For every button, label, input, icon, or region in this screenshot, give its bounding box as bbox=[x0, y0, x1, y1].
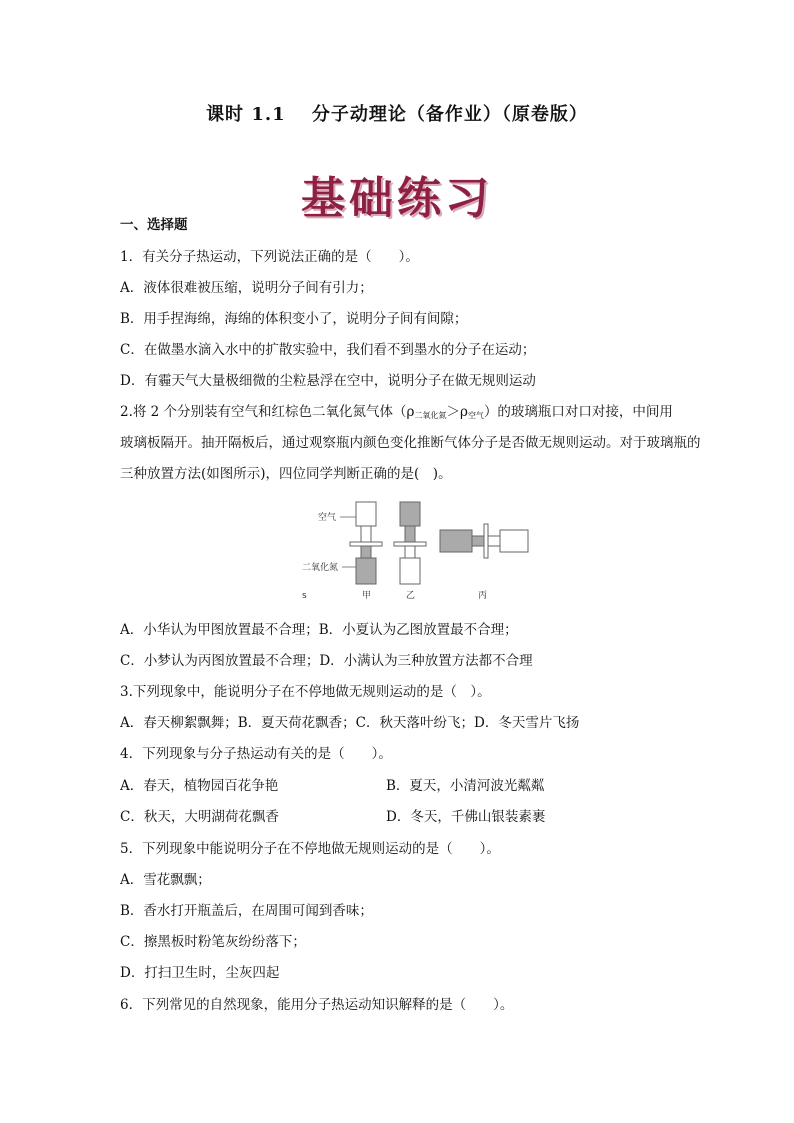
q1-option-a: A．液体很难被压缩，说明分子间有引力； bbox=[120, 280, 373, 296]
page-title: 课时 1.1 分子动理论（备作业）（原卷版） bbox=[206, 104, 588, 125]
q1-option-d: D．有霾天气大量极细微的尘粒悬浮在空中，说明分子在做无规则运动 bbox=[120, 373, 536, 389]
q2-stem-part3: ）的玻璃瓶口对口对接，中间用 bbox=[483, 404, 673, 420]
q2-sub-no2: 二氧化氮 bbox=[414, 411, 447, 420]
q2-stem-line3: 三种放置方法(如图所示)，四位同学判断正确的是( )。 bbox=[120, 466, 452, 482]
q1-option-c: C．在做墨水滴入水中的扩散实验中，我们看不到墨水的分子在运动； bbox=[120, 342, 536, 358]
q5-stem: 5．下列现象中能说明分子在不停地做无规则运动的是（ ）。 bbox=[120, 841, 500, 857]
figure-label-yi: 乙 bbox=[406, 591, 416, 601]
figure-label-air: 空气 bbox=[318, 513, 337, 523]
figure-label-no2: 二氧化氮 bbox=[302, 563, 339, 573]
bottle-placement-figure bbox=[300, 498, 532, 602]
q3-stem: 3.下列现象中，能说明分子在不停地做无规则运动的是（ ）。 bbox=[120, 684, 491, 700]
q1-stem: 1．有关分子热运动，下列说法正确的是（ ）。 bbox=[120, 249, 419, 265]
q2-stem-part1: 2.将 2 个分别装有空气和红棕色二氧化氮气体（ρ bbox=[120, 404, 415, 420]
q2-stem-line2: 玻璃板隔开。抽开隔板后，通过观察瓶内颜色变化推断气体分子是否做无规则运动。对于玻璃瓶的 bbox=[120, 435, 701, 451]
q2-stem-line1 bbox=[120, 403, 673, 425]
q5-option-d: D．打扫卫生时，尘灰四起 bbox=[120, 965, 280, 981]
q5-option-a: A．雪花飘飘； bbox=[120, 872, 211, 888]
figure-bing-bottles bbox=[440, 524, 528, 558]
figure-yi-bottles bbox=[394, 502, 426, 584]
q6-stem: 6．下列常见的自然现象，能用分子热运动知识解释的是（ ）。 bbox=[120, 997, 514, 1013]
figure-jia-bottles bbox=[350, 502, 382, 584]
q2-sub-air: 空气 bbox=[467, 411, 484, 420]
section-banner: 基础练习 bbox=[301, 173, 493, 224]
q3-options: A．春天柳絮飘舞；B．夏天荷花飘香；C．秋天落叶纷飞；D．冬天雪片飞扬 bbox=[120, 715, 580, 731]
q2-options-ab: A．小华认为甲图放置最不合理；B．小夏认为乙图放置最不合理； bbox=[120, 622, 518, 638]
q2-options-cd: C．小梦认为丙图放置最不合理；D．小满认为三种放置方法都不合理 bbox=[120, 653, 533, 669]
q4-option-a: A．春天，植物园百花争艳 bbox=[120, 778, 279, 794]
q4-stem: 4．下列现象与分子热运动有关的是（ ）。 bbox=[120, 746, 392, 762]
q1-option-b: B．用手捏海绵，海绵的体积变小了，说明分子间有间隙； bbox=[120, 311, 468, 327]
q5-option-c: C．擦黑板时粉笔灰纷纷落下； bbox=[120, 934, 306, 950]
figure-label-bing: 丙 bbox=[478, 591, 488, 601]
q5-option-b: B．香水打开瓶盖后，在周围可闻到香味； bbox=[120, 903, 373, 919]
q2-stem-part2: ＞ρ bbox=[446, 404, 468, 420]
section-heading: 一、选择题 bbox=[120, 217, 188, 233]
q4-option-b: B．夏天，小清河波光粼粼 bbox=[386, 778, 545, 794]
q4-option-c: C．秋天，大明湖荷花飘香 bbox=[120, 809, 279, 825]
q4-option-d: D．冬天，千佛山银装素裹 bbox=[386, 809, 546, 825]
figure-label-jia: 甲 bbox=[362, 591, 372, 601]
figure-label-s: s bbox=[302, 591, 307, 601]
